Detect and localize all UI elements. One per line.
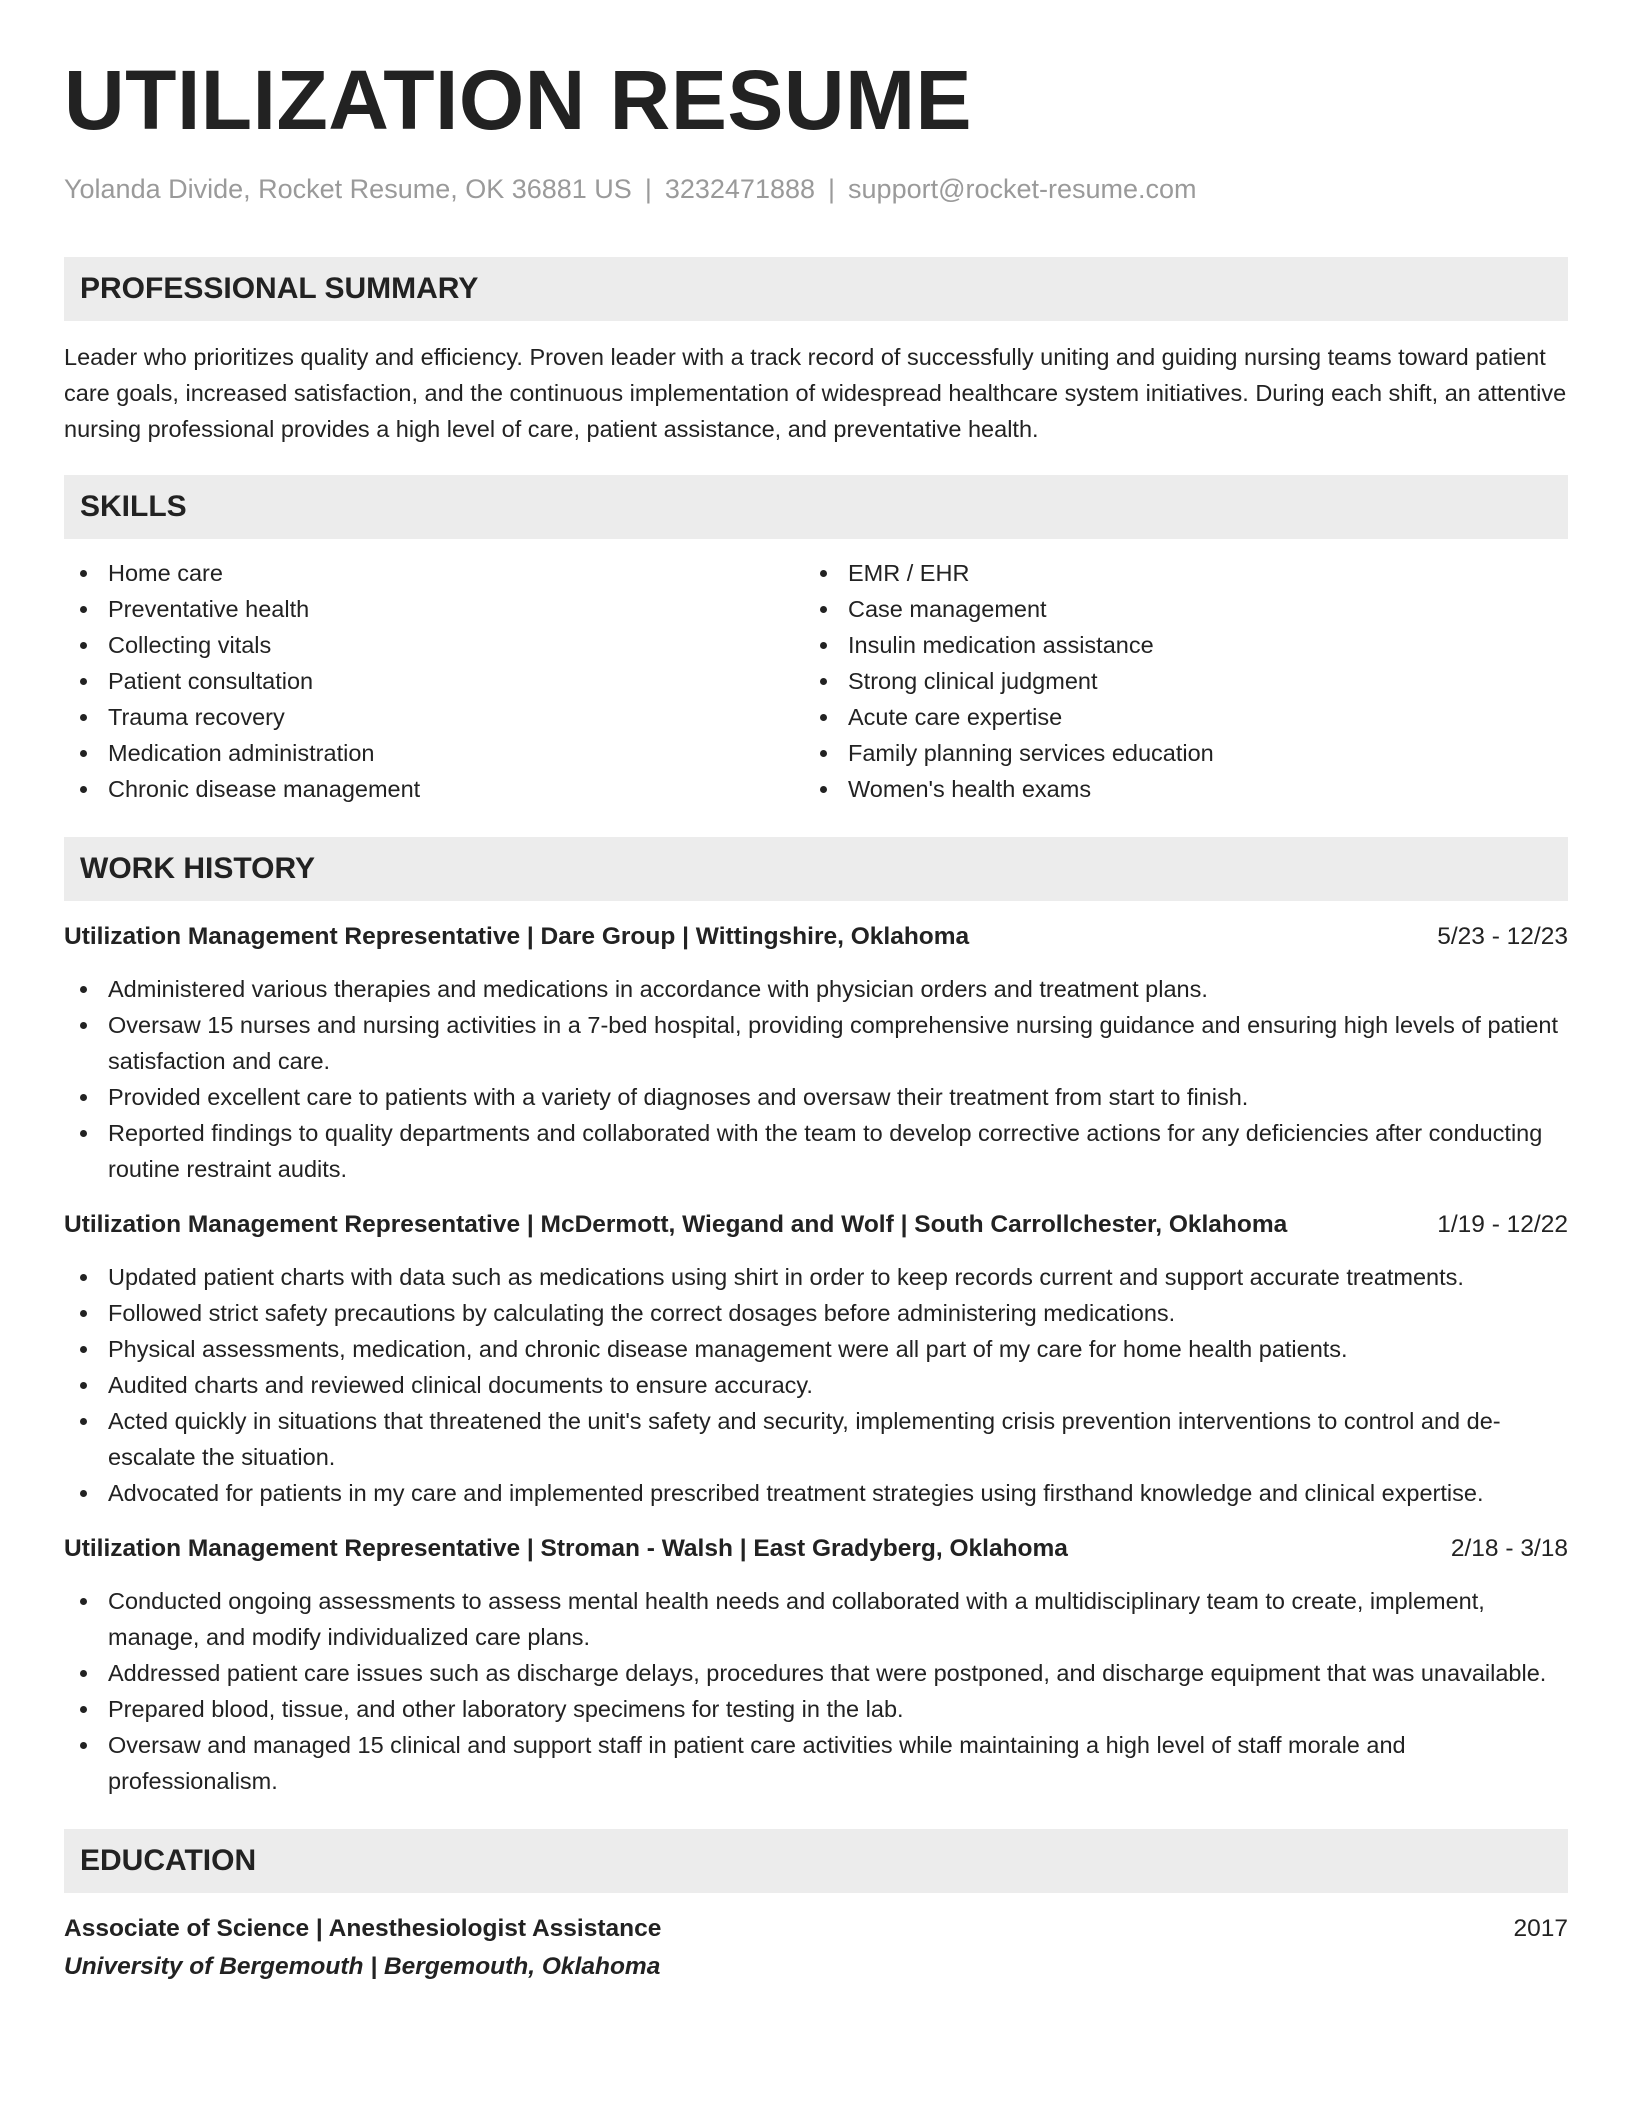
summary-text: Leader who prioritizes quality and efficiency. Proven leader with a track record of successfully uniting and guiding nursing teams toward patient care goals, increased satisfaction, and the continuous implementation of widespread healthcare system initiatives. During each shift, an attentive nursing professional provides a high level of care, patient assistance, and preventative health. (64, 344, 1567, 443)
job-title: Utilization Management Representative | Dare Group | Wittingshire, Oklahoma (64, 923, 970, 951)
contact-address: Yolanda Divide, Rocket Resume, OK 36881 US (64, 174, 632, 204)
job-dates: 2/18 - 3/18 (1450, 1535, 1568, 1563)
job-bullets (64, 971, 1568, 1187)
contact-separator: | (644, 174, 652, 204)
job-bullet: Acted quickly in situations that threatened the unit's safety and security, implementing crisis prevention interventions to control and de-escalate the situation. (64, 1403, 1568, 1475)
contact-email: support@rocket-resume.com (848, 174, 1197, 204)
job-bullet: Advocated for patients in my care and implemented prescribed treatment strategies using firsthand knowledge and clinical expertise. (64, 1475, 1568, 1511)
job-bullet: Audited charts and reviewed clinical documents to ensure accuracy. (64, 1367, 1568, 1403)
skill-item: Home care (64, 555, 804, 591)
job-bullet: Followed strict safety precautions by calculating the correct dosages before administering medications. (64, 1295, 1568, 1331)
work-history-heading: WORK HISTORY (64, 837, 1568, 901)
skill-item: Preventative health (64, 591, 804, 627)
job-entry (64, 1531, 1568, 1799)
job-bullet: Oversaw and managed 15 clinical and support staff in patient care activities while maintaining a high level of staff morale and professionalism. (64, 1727, 1568, 1799)
skill-item: Insulin medication assistance (804, 627, 1544, 663)
skill-item: Case management (804, 591, 1544, 627)
job-bullets (64, 1259, 1568, 1511)
job-bullet: Physical assessments, medication, and chronic disease management were all part of my care for home health patients. (64, 1331, 1568, 1367)
skill-item: Patient consultation (64, 663, 804, 699)
job-entry (64, 1207, 1568, 1511)
contact-separator: | (828, 174, 836, 204)
skill-item: EMR / EHR (804, 555, 1544, 591)
skill-item: Women's health exams (804, 771, 1544, 807)
job-entry (64, 919, 1568, 1187)
contact-phone: 3232471888 (664, 174, 816, 204)
education-school: University of Bergemouth | Bergemouth, Oklahoma (64, 1953, 661, 1981)
job-bullets (64, 1583, 1568, 1799)
job-bullet: Administered various therapies and medications in accordance with physician orders and treatment plans. (64, 971, 1568, 1007)
resume-title: UTILIZATION RESUME (64, 53, 973, 147)
job-dates: 1/19 - 12/22 (1437, 1211, 1568, 1239)
job-title: Utilization Management Representative | Stroman - Walsh | East Gradyberg, Oklahoma (64, 1535, 1068, 1563)
job-header (64, 1207, 1568, 1243)
education-header (64, 1911, 1568, 1947)
skills-list (64, 555, 1568, 807)
job-bullet: Oversaw 15 nurses and nursing activities in a 7-bed hospital, providing comprehensive nursing guidance and ensuring high levels of patient satisfaction and care. (64, 1007, 1568, 1079)
job-bullet: Conducted ongoing assessments to assess mental health needs and collaborated with a multidisciplinary team to create, implement, manage, and modify individualized care plans. (64, 1583, 1568, 1655)
skill-item: Chronic disease management (64, 771, 804, 807)
job-bullet: Updated patient charts with data such as medications using shirt in order to keep records current and support accurate treatments. (64, 1259, 1568, 1295)
skill-item: Strong clinical judgment (804, 663, 1544, 699)
job-bullet: Addressed patient care issues such as discharge delays, procedures that were postponed, and discharge equipment that was unavailable. (64, 1655, 1568, 1691)
skills-column-left (64, 555, 804, 807)
education-degree: Associate of Science | Anesthesiologist Assistance (64, 1915, 662, 1943)
skill-item: Medication administration (64, 735, 804, 771)
education-heading: EDUCATION (64, 1829, 1568, 1893)
job-header (64, 1531, 1568, 1567)
skill-item: Family planning services education (804, 735, 1544, 771)
skill-item: Trauma recovery (64, 699, 804, 735)
job-bullet: Prepared blood, tissue, and other laboratory specimens for testing in the lab. (64, 1691, 1568, 1727)
job-dates: 5/23 - 12/23 (1437, 923, 1568, 951)
job-bullet: Reported findings to quality departments and collaborated with the team to develop corrective actions for any deficiencies after conducting routine restraint audits. (64, 1115, 1568, 1187)
skills-column-right (804, 555, 1544, 807)
summary-heading: PROFESSIONAL SUMMARY (64, 257, 1568, 321)
skill-item: Acute care expertise (804, 699, 1544, 735)
job-header (64, 919, 1568, 955)
contact-line (64, 172, 1568, 207)
skills-heading: SKILLS (64, 475, 1568, 539)
skill-item: Collecting vitals (64, 627, 804, 663)
job-title: Utilization Management Representative | McDermott, Wiegand and Wolf | South Carrollchester, Oklahoma (64, 1211, 1288, 1239)
job-bullet: Provided excellent care to patients with a variety of diagnoses and oversaw their treatment from start to finish. (64, 1079, 1568, 1115)
education-year: 2017 (1513, 1915, 1568, 1943)
